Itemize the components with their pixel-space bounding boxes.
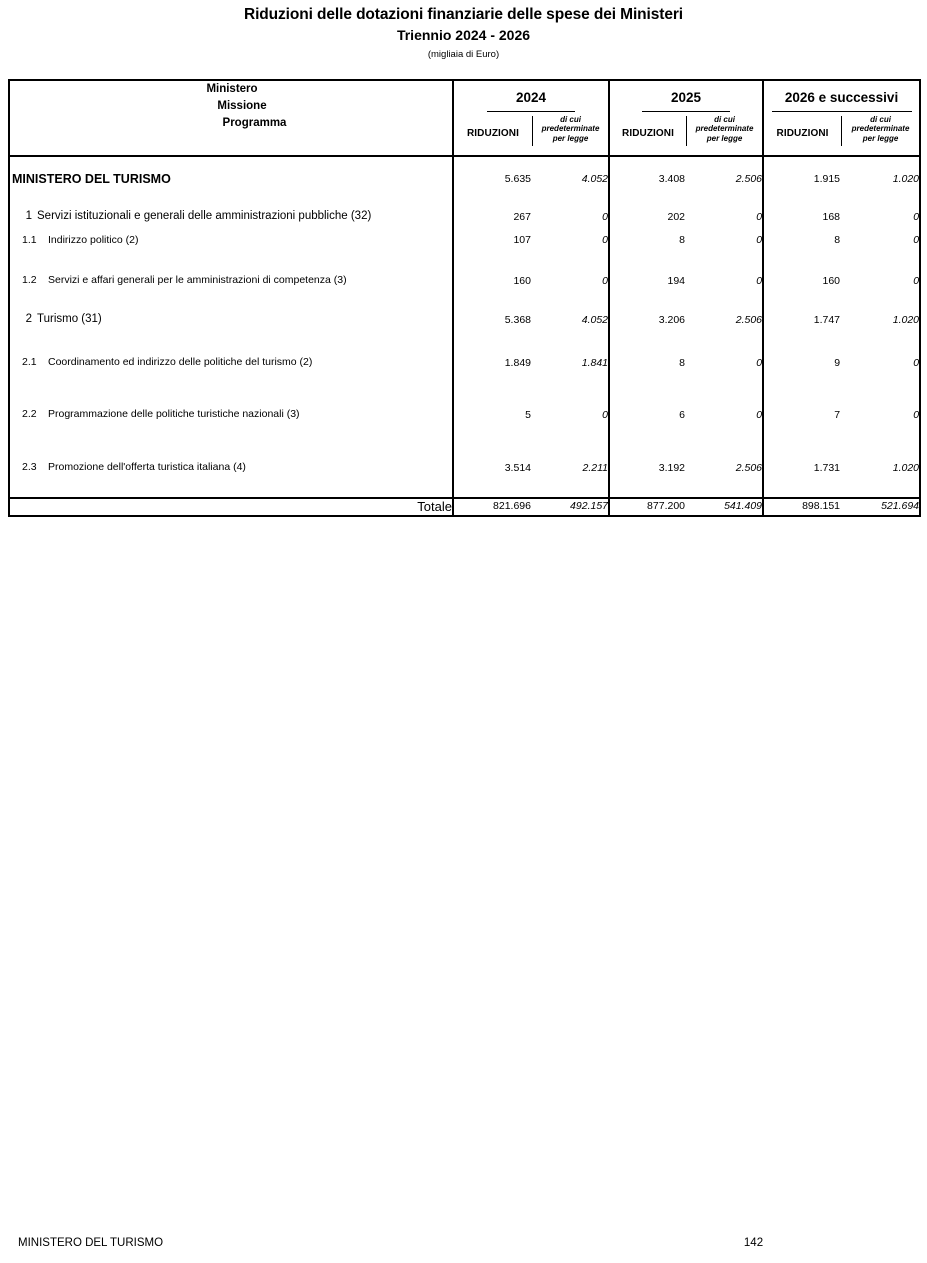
spacer-description	[9, 475, 453, 498]
header-level-ministero: Ministero	[206, 83, 258, 95]
cell-2025-predeterminate: 0	[685, 370, 763, 422]
footer-page-number: 142	[743, 1237, 764, 1249]
cell-2026-riduzioni: 160	[822, 275, 841, 287]
spacer-2024-riduzioni	[453, 475, 531, 498]
cell-2025-predeterminate: 2.506	[685, 156, 763, 187]
table-row-mission	[9, 288, 920, 327]
cell-2024-riduzioni: 3.514	[504, 462, 531, 474]
total-2025-predeterminate: 541.409	[685, 498, 763, 516]
cell-2026-predeterminate: 1.020	[840, 156, 920, 187]
table-row-program	[9, 224, 920, 247]
header-2025-predeterminate-l1: di cui	[714, 114, 735, 124]
cell-2026-predeterminate: 0	[840, 247, 920, 288]
header-2026-predeterminate-l3: per legge	[862, 133, 899, 143]
cell-2025-riduzioni: 8	[679, 234, 686, 246]
header-year-2026	[763, 80, 920, 156]
row-description	[9, 327, 453, 370]
header-2026-predeterminate-l1: di cui	[870, 114, 891, 124]
header-year-2025	[609, 80, 763, 156]
cell-2024-predeterminate: 4.052	[531, 288, 609, 327]
table-row-mission	[9, 187, 920, 224]
cell-2024-predeterminate: 0	[531, 187, 609, 224]
header-2025-predeterminate-l3: per legge	[706, 133, 743, 143]
program-label: Promozione dell'offerta turistica italiana (4)	[48, 461, 246, 473]
header-2024-predeterminate-l3: per legge	[552, 133, 589, 143]
header-year-2024-label: 2024	[515, 90, 547, 105]
cell-2025-riduzioni: 202	[667, 211, 686, 223]
document-title-block	[0, 0, 927, 62]
cell-2026-riduzioni: 1.731	[813, 462, 841, 474]
table-spacer-row	[9, 475, 920, 498]
program-label: Servizi e affari generali per le amministrazioni di competenza (3)	[48, 274, 347, 286]
cell-2024-riduzioni: 1.849	[504, 357, 531, 369]
row-description	[9, 370, 453, 422]
table-row-program	[9, 422, 920, 475]
table-row-program	[9, 370, 920, 422]
spacer-2026-riduzioni	[763, 475, 840, 498]
cell-2025-riduzioni: 6	[679, 409, 686, 421]
cell-2024-riduzioni: 5.635	[504, 173, 531, 185]
ministry-name: MINISTERO DEL TURISMO	[12, 172, 171, 186]
row-description	[9, 156, 453, 187]
header-level-programma: Programma	[222, 117, 287, 129]
mission-number: 2	[25, 313, 32, 325]
header-level-missione: Missione	[217, 100, 267, 112]
cell-2025-predeterminate: 0	[685, 327, 763, 370]
total-2026-riduzioni: 898.151	[763, 498, 840, 516]
header-2025-predeterminate-l2: predeterminate	[695, 124, 754, 133]
cell-2024-riduzioni: 5.368	[504, 314, 531, 326]
row-description	[9, 187, 453, 224]
cell-2025-riduzioni: 8	[679, 357, 686, 369]
program-number: 2.2	[22, 408, 37, 420]
cell-2026-riduzioni: 9	[834, 357, 841, 369]
program-label: Indirizzo politico (2)	[48, 234, 139, 246]
table-row-program	[9, 247, 920, 288]
header-2025-predeterminate	[687, 115, 762, 149]
cell-2024-predeterminate: 0	[531, 370, 609, 422]
header-2026-predeterminate-l2: predeterminate	[851, 124, 910, 133]
header-2026-predeterminate	[842, 115, 919, 149]
header-2024-predeterminate-l2: predeterminate	[541, 124, 600, 133]
cell-2026-predeterminate: 0	[840, 327, 920, 370]
cell-2025-riduzioni: 3.192	[658, 462, 686, 474]
cell-2026-predeterminate: 0	[840, 370, 920, 422]
table-row-ministry	[9, 156, 920, 187]
program-number: 2.3	[22, 461, 37, 473]
spacer-2025-predeterminate	[685, 475, 763, 498]
cell-2025-predeterminate: 2.506	[685, 422, 763, 475]
table-row-program	[9, 327, 920, 370]
cell-2026-riduzioni: 7	[834, 409, 841, 421]
footer-ministry-name: MINISTERO DEL TURISMO	[18, 1237, 164, 1249]
header-2024-predeterminate	[533, 115, 608, 149]
total-2025-riduzioni: 877.200	[609, 498, 685, 516]
cell-2025-riduzioni: 3.206	[658, 314, 686, 326]
cell-2026-predeterminate: 1.020	[840, 422, 920, 475]
header-description-column	[9, 80, 453, 156]
program-number: 1.1	[22, 234, 37, 246]
cell-2024-predeterminate: 4.052	[531, 156, 609, 187]
cell-2024-predeterminate: 1.841	[531, 327, 609, 370]
cell-2025-predeterminate: 0	[685, 187, 763, 224]
cell-2024-predeterminate: 2.211	[531, 422, 609, 475]
program-number: 1.2	[22, 274, 37, 286]
table-header-row	[9, 80, 920, 156]
spacer-2025-riduzioni	[609, 475, 685, 498]
cell-2026-riduzioni: 1.915	[813, 173, 841, 185]
header-year-2024	[453, 80, 609, 156]
cell-2026-predeterminate: 0	[840, 224, 920, 247]
cell-2026-predeterminate: 1.020	[840, 288, 920, 327]
total-2024-predeterminate: 492.157	[531, 498, 609, 516]
page-footer	[18, 1235, 909, 1253]
cell-2024-riduzioni: 267	[513, 211, 531, 223]
mission-label: Servizi istituzionali e generali delle amministrazioni pubbliche (32)	[37, 210, 372, 222]
cell-2024-predeterminate: 0	[531, 224, 609, 247]
reductions-table-container	[8, 79, 919, 517]
row-description	[9, 288, 453, 327]
row-description	[9, 247, 453, 288]
total-2024-riduzioni: 821.696	[453, 498, 531, 516]
page-subtitle: Triennio 2024 - 2026	[396, 27, 531, 43]
header-year-2026-label: 2026 e successivi	[784, 90, 899, 105]
cell-2026-predeterminate: 0	[840, 187, 920, 224]
spacer-2026-predeterminate	[840, 475, 920, 498]
cell-2025-riduzioni: 194	[667, 275, 686, 287]
cell-2024-riduzioni: 160	[513, 275, 531, 287]
cell-2025-predeterminate: 0	[685, 247, 763, 288]
header-2025-riduzioni: RIDUZIONI	[622, 128, 675, 139]
cell-2024-riduzioni: 107	[513, 234, 531, 246]
mission-number: 1	[25, 210, 32, 222]
cell-2026-riduzioni: 1.747	[813, 314, 841, 326]
header-2024-predeterminate-l1: di cui	[560, 114, 581, 124]
header-2024-riduzioni: RIDUZIONI	[466, 128, 519, 139]
cell-2025-riduzioni: 3.408	[658, 173, 686, 185]
page-title: Riduzioni delle dotazioni finanziarie delle spese dei Ministeri	[244, 6, 683, 23]
header-year-2025-label: 2025	[671, 90, 702, 105]
spacer-2024-predeterminate	[531, 475, 609, 498]
cell-2026-riduzioni: 168	[822, 211, 841, 223]
reductions-table	[8, 79, 921, 517]
header-2026-riduzioni: RIDUZIONI	[776, 128, 829, 139]
cell-2024-riduzioni: 5	[525, 409, 531, 421]
cell-2024-predeterminate: 0	[531, 247, 609, 288]
table-total-row	[9, 498, 920, 516]
cell-2025-predeterminate: 0	[685, 224, 763, 247]
program-label: Programmazione delle politiche turistiche nazionali (3)	[48, 408, 300, 420]
cell-2026-riduzioni: 8	[834, 234, 841, 246]
row-description	[9, 422, 453, 475]
total-label: Totale	[9, 498, 453, 516]
program-number: 2.1	[22, 356, 37, 368]
row-description	[9, 224, 453, 247]
unit-of-measure-note: (migliaia di Euro)	[427, 49, 500, 60]
mission-label: Turismo (31)	[37, 313, 102, 325]
cell-2025-predeterminate: 2.506	[685, 288, 763, 327]
total-2026-predeterminate: 521.694	[840, 498, 920, 516]
program-label: Coordinamento ed indirizzo delle politiche del turismo (2)	[48, 356, 313, 368]
